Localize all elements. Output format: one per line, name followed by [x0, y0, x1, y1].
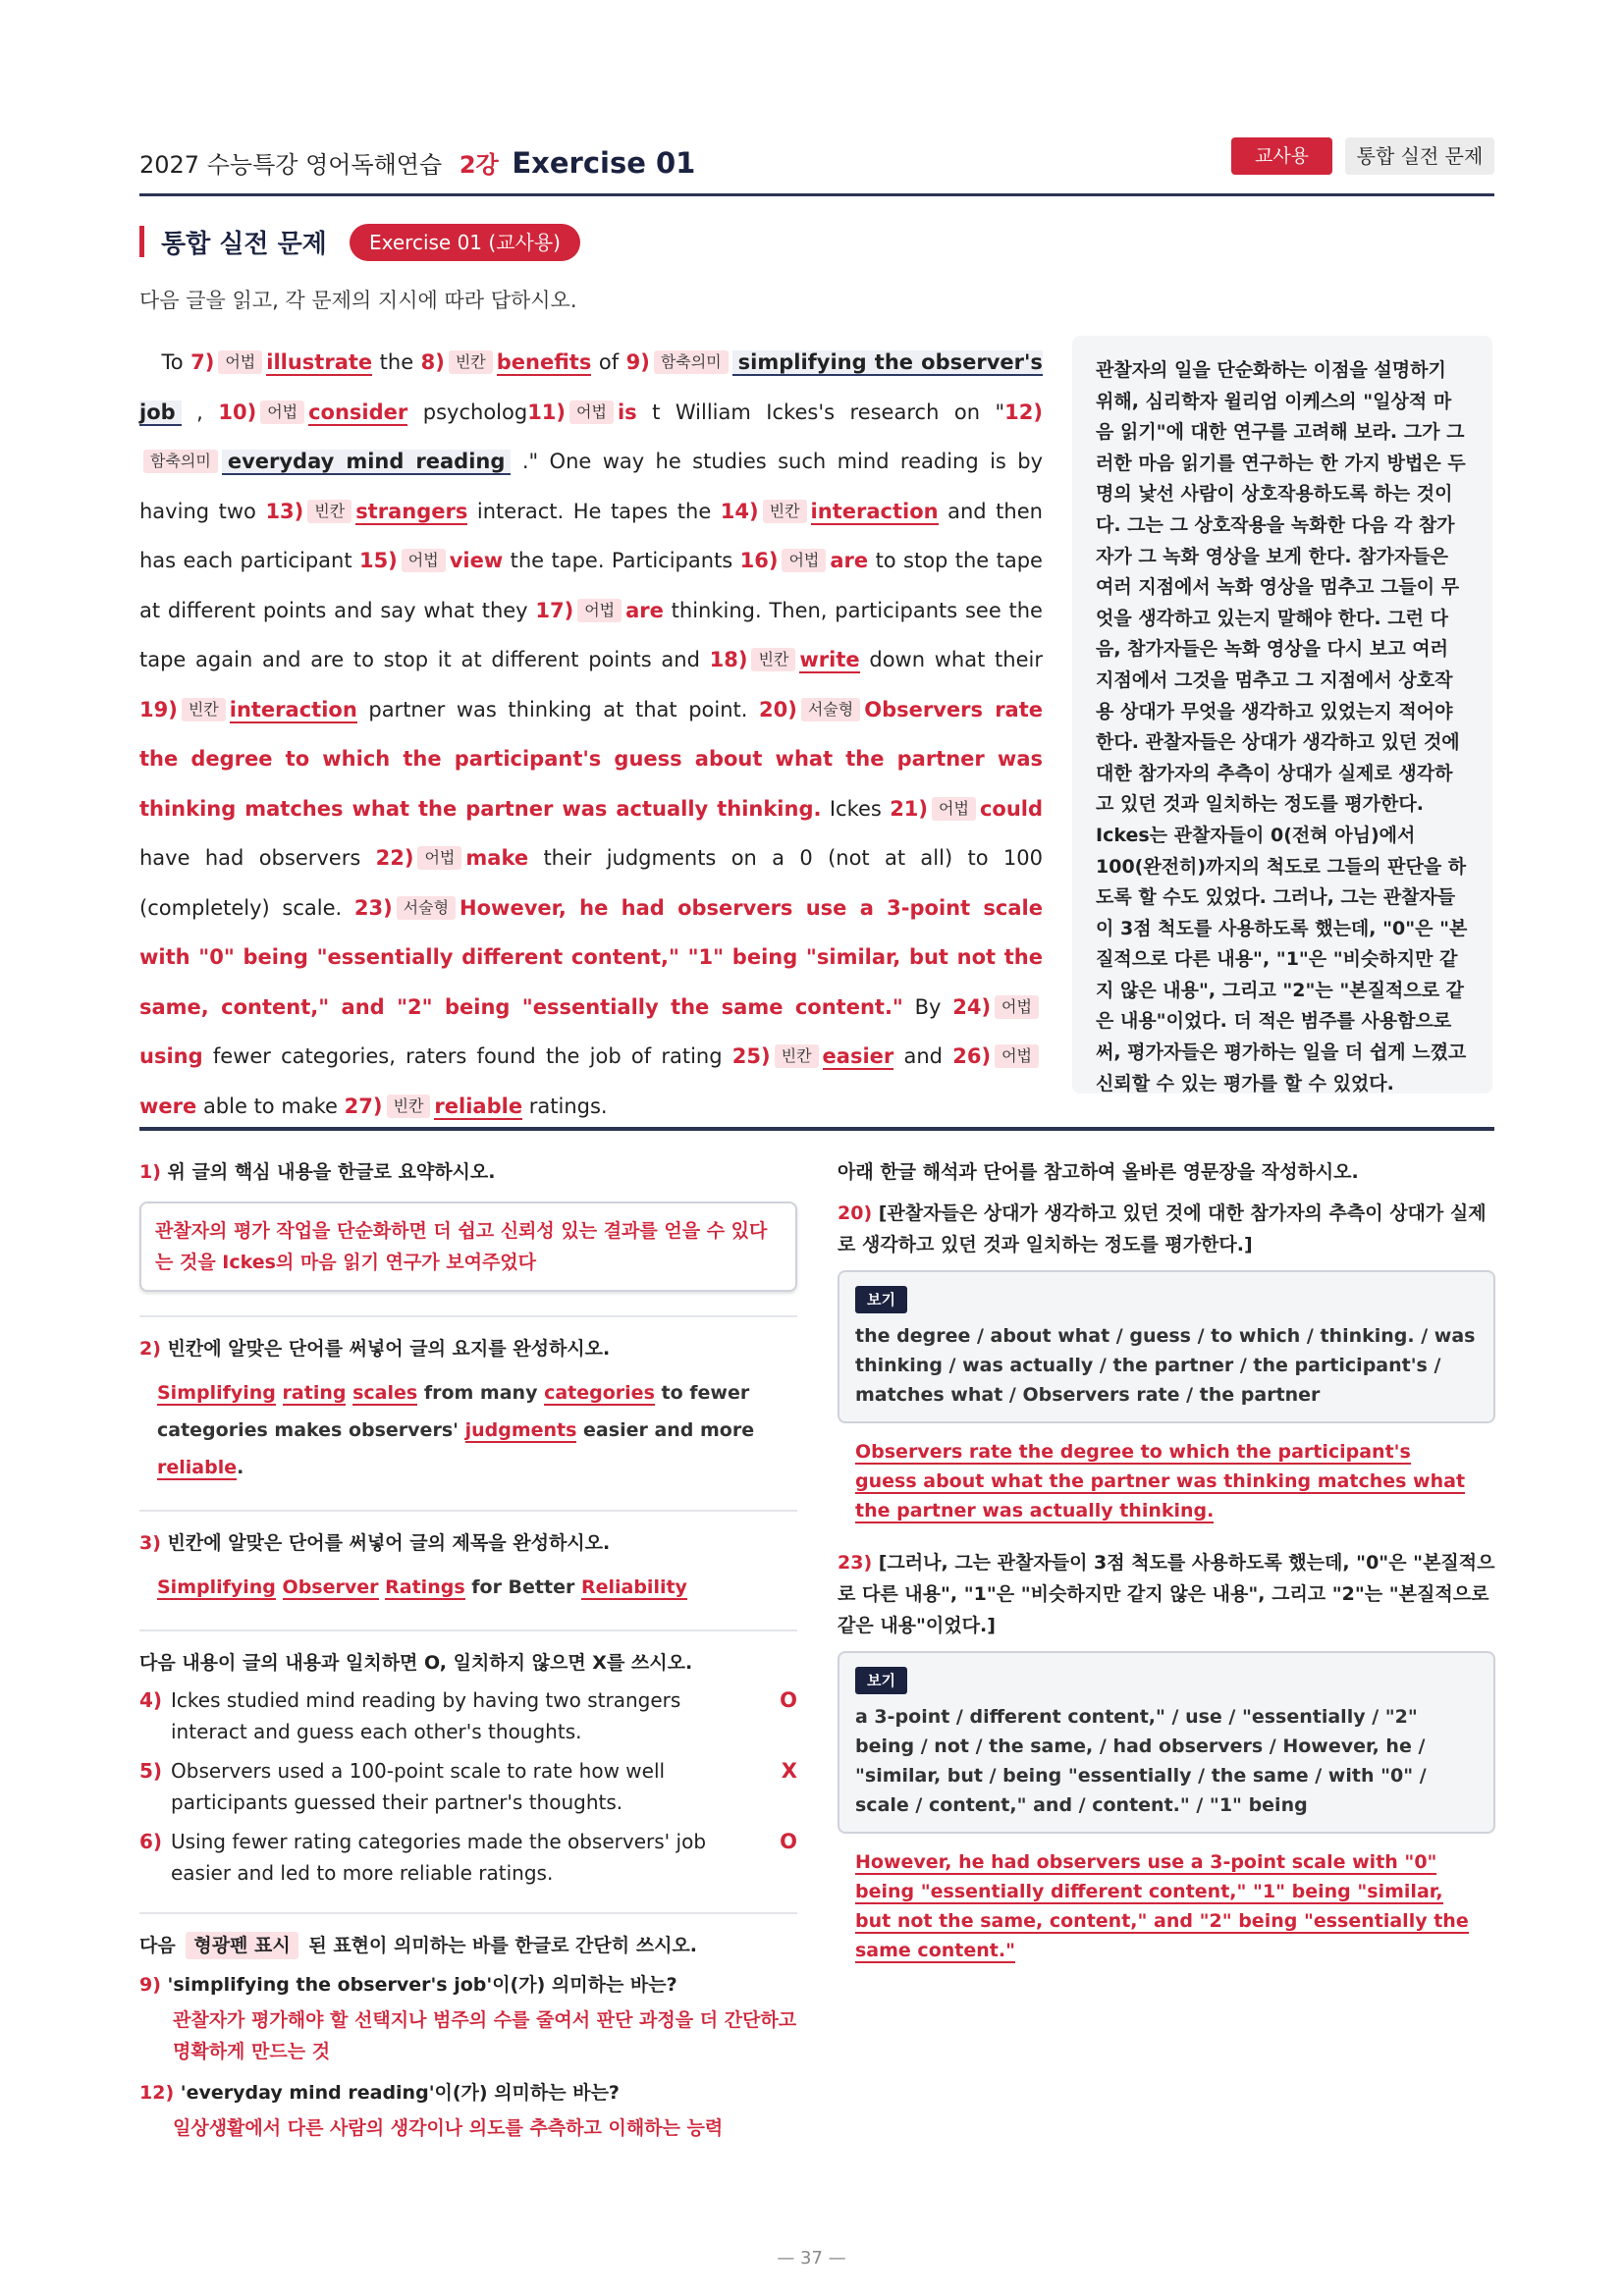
fill-word: Observer [282, 1576, 379, 1598]
tf-mark: O [780, 1688, 797, 1712]
question-number: 12) [139, 2082, 175, 2104]
title-answer [157, 1569, 797, 1606]
item-number: 23) [353, 895, 393, 920]
item-tag: 서술형 [801, 698, 860, 721]
tf-prompt: 다음 내용이 글의 내용과 일치하면 O, 일치하지 않으면 X를 쓰시오. [139, 1652, 693, 1674]
question-number: 5) [139, 1759, 163, 1783]
answer-word: make [465, 846, 529, 870]
passage-text: To [161, 350, 184, 374]
fill-word: Reliability [580, 1576, 687, 1598]
item-number: 9) [625, 350, 650, 374]
question-3 [139, 1529, 797, 1557]
meaning-prompt [139, 1932, 797, 1959]
passage-text: ." One way he studies such mind reading is by having two [139, 450, 1043, 523]
item-tag: 어법 [260, 400, 304, 424]
answer-blank: easier [822, 1044, 894, 1068]
passage-text: fewer categories, raters found the job of rating [212, 1044, 723, 1068]
tf-text: Observers used a 100-point scale to rate how well participants guessed their partner's thoughts. [171, 1759, 666, 1814]
writing-prompt: 아래 한글 해석과 단어를 참고하여 올바른 영문장을 작성하시오. [838, 1161, 1359, 1183]
item-tag: 어법 [569, 400, 614, 424]
fill-text: for Better [471, 1576, 575, 1598]
highlight-pill: 형광펜 표시 [186, 1932, 298, 1959]
fill-word: scales [352, 1382, 418, 1404]
passage-text: ratings. [528, 1094, 608, 1118]
divider [139, 1510, 797, 1512]
highlighted-expression: simplifying the observer's job [139, 350, 1043, 424]
question-prompt: 위 글의 핵심 내용을 한글로 요약하시오. [167, 1161, 496, 1183]
item-number: 20) [759, 697, 797, 721]
tf-text: Using fewer rating categories made the observers' job easier and led to more reliable ratings. [171, 1830, 707, 1885]
exercise-pill: Exercise 01 (교사용) [350, 224, 580, 261]
tf-item [139, 1826, 797, 1889]
item-tag: 어법 [932, 797, 976, 821]
passage-text: , [196, 400, 203, 424]
passage-text: Ickes [829, 796, 882, 821]
fill-word: Simplifying [157, 1382, 276, 1404]
writing-answer [855, 1847, 1476, 1965]
item-number: 22) [375, 846, 414, 870]
item-tag: 빈칸 [387, 1095, 431, 1118]
question-number: 9) [139, 1974, 161, 1996]
divider [139, 1629, 797, 1631]
fill-word: Simplifying [157, 1576, 276, 1598]
passage-text: to stop the tape at different points and say what they [139, 549, 1043, 622]
passage-text: thinking. Then, participants see the tape again and are to stop it at different points and [139, 598, 1043, 671]
question-number: 4) [139, 1688, 163, 1712]
item-number: 10) [218, 400, 257, 424]
answer-sentence: However, he had observers use a 3-point scale with "0" being "essentially different content," "1" being "similar, but not the same, content," and "2" being "essentially the same content." [139, 895, 1043, 1019]
highlighted-expression: everyday mind reading [222, 450, 512, 475]
question-prompt: 빈칸에 알맞은 단어를 써넣어 글의 요지를 완성하시오. [167, 1338, 611, 1360]
fill-text: to fewer categories makes observers' [157, 1382, 750, 1441]
section-title: 통합 실전 문제 [161, 230, 327, 259]
item-tag: 빈칸 [751, 648, 795, 671]
item-number: 16) [739, 549, 779, 572]
item-tag: 어법 [995, 1044, 1039, 1068]
answer-sentence: Observers rate the degree to which the participant's guess about what the partner was thinking matches what the partner was actually thinking. [139, 697, 1044, 821]
item-number: 15) [358, 549, 398, 572]
item-tag: 어법 [782, 549, 826, 572]
passage-text: down what their [869, 648, 1043, 671]
answer-word: could [979, 796, 1043, 821]
fill-text: from many [423, 1382, 538, 1404]
item-tag: 함축의미 [143, 450, 218, 473]
fill-word: categories [544, 1382, 655, 1404]
answer-word: are [830, 549, 869, 572]
item-number: 14) [720, 499, 759, 523]
passage-text: the tape. Participants [510, 549, 733, 572]
item-tag: 어법 [218, 350, 262, 374]
book-title: 2027 수능특강 영어독해연습 [139, 151, 443, 179]
item-tag: 빈칸 [307, 500, 352, 523]
item-tag: 함축의미 [654, 350, 729, 374]
word-bank [838, 1270, 1495, 1423]
writing-answer-text: However, he had observers use a 3-point scale with "0" being "essentially different content," "1" being "similar, but not the same, content," and "2" being "essentially the same content." [855, 1851, 1469, 1961]
item-number: 25) [731, 1044, 771, 1068]
question-number: 20) [838, 1202, 873, 1224]
item-tag: 어법 [577, 599, 622, 622]
word-bank-words: the degree / about what / guess / to which / thinking. / was thinking / was actually / the partner / the participant's / matches what / Observers rate / the partner [855, 1325, 1476, 1406]
question-number: 23) [838, 1552, 873, 1574]
passage-text: the [379, 350, 414, 374]
page-header [139, 137, 1494, 196]
prompt-text: 다음 [139, 1935, 176, 1956]
section-bar [139, 226, 144, 257]
page-number: — 37 — [777, 2248, 846, 2269]
word-bank-label: 보기 [855, 1667, 907, 1694]
question-number: 2) [139, 1338, 161, 1360]
passage-text: partner was thinking at that point. [368, 697, 748, 721]
item-number: 26) [952, 1044, 992, 1068]
passage-text: interact. He tapes the [476, 499, 712, 523]
section-divider [139, 1127, 1494, 1131]
meaning-answer: 관찰자가 평가해야 할 선택지나 범주의 수를 줄여서 판단 과정을 더 간단하고 명확하게 만드는 것 [173, 2009, 797, 2062]
instruction: 다음 글을 읽고, 각 문제의 지시에 따라 답하시오. [139, 289, 577, 312]
tf-text: Ickes studied mind reading by having two strangers interact and guess each other's thoughts. [171, 1688, 681, 1743]
passage-text: of [598, 350, 620, 374]
gist-answer [157, 1374, 797, 1486]
answer-word: were [139, 1094, 197, 1118]
meaning-question [139, 2079, 797, 2107]
fill-word: Ratings [385, 1576, 465, 1598]
meaning-question [139, 1971, 797, 1999]
item-number: 18) [709, 648, 748, 671]
question-number: 3) [139, 1532, 161, 1554]
lesson-label: 2강 [459, 151, 499, 179]
korean-sentence: [관찰자들은 상대가 생각하고 있던 것에 대한 참가자의 추측이 상대가 실제로 생각하고 있던 것과 일치하는 정도를 평가한다.] [838, 1202, 1487, 1255]
passage-text: By [914, 994, 942, 1019]
tf-mark: O [780, 1830, 797, 1853]
answer-blank: interaction [810, 499, 939, 523]
tf-item [139, 1684, 797, 1747]
fill-text: easier and more [583, 1419, 755, 1441]
section-badge: 통합 실전 문제 [1345, 137, 1494, 175]
answer-blank: strangers [355, 499, 468, 523]
questions-right [838, 1158, 1495, 1965]
item-tag: 어법 [402, 549, 446, 572]
prompt-text: 된 표현이 의미하는 바를 한글로 간단히 쓰시오. [308, 1935, 697, 1956]
item-tag: 빈칸 [449, 350, 493, 374]
word-bank [838, 1651, 1495, 1834]
item-number: 24) [952, 994, 992, 1019]
answer-word: using [139, 1044, 203, 1068]
item-number: 19) [139, 697, 178, 721]
question-2 [139, 1335, 797, 1362]
answer-blank: consider [308, 400, 408, 424]
item-number: 17) [535, 598, 574, 622]
item-number: 21) [890, 796, 929, 821]
divider [139, 1912, 797, 1914]
word-bank-words: a 3-point / different content," / use / "essentially / "2" being / not / the same, / had observers / However, he / "similar, but / being "essentially / the same / with "0" / scale / content," and / content." / "1" being [855, 1706, 1427, 1816]
questions-left [139, 1158, 797, 2144]
question-1 [139, 1158, 797, 1186]
answer-word: is [617, 400, 637, 424]
meaning-question-text: 'everyday mind reading'이(가) 의미하는 바는? [180, 2082, 620, 2104]
question-prompt: 빈칸에 알맞은 단어를 써넣어 글의 제목을 완성하시오. [167, 1532, 611, 1554]
summary-answer: 관찰자의 평가 작업을 단순화하면 더 쉽고 신뢰성 있는 결과를 얻을 수 있다는 것을 Ickes의 마음 읽기 연구가 보여주었다 [139, 1201, 797, 1292]
item-tag: 빈칸 [763, 500, 807, 523]
exercise-label: Exercise 01 [512, 146, 696, 180]
answer-blank: benefits [496, 350, 592, 374]
tf-item [139, 1755, 797, 1818]
passage-text: psycholog [422, 400, 528, 424]
item-tag: 빈칸 [182, 698, 226, 721]
fill-word: rating [282, 1382, 347, 1404]
passage-text: have had observers [139, 846, 361, 870]
item-number: 7) [190, 350, 215, 374]
tf-mark: X [781, 1759, 797, 1783]
writing-question [838, 1547, 1495, 1641]
item-tag: 서술형 [397, 896, 456, 920]
item-tag: 빈칸 [775, 1044, 819, 1068]
fill-word: reliable [157, 1457, 238, 1478]
writing-question [838, 1198, 1495, 1260]
fill-text: . [237, 1457, 244, 1478]
header-title [139, 145, 695, 180]
question-number: 6) [139, 1830, 163, 1853]
passage [139, 338, 1043, 1131]
answer-word: are [625, 598, 664, 622]
answer-blank: illustrate [266, 350, 373, 374]
item-number: 8) [420, 350, 445, 374]
answer-word: view [449, 549, 504, 572]
item-number: 27) [344, 1094, 383, 1118]
item-number: 12) [1004, 400, 1043, 424]
question-number: 1) [139, 1161, 161, 1183]
word-bank-label: 보기 [855, 1286, 907, 1313]
passage-text: and [903, 1044, 944, 1068]
item-number: 13) [265, 499, 304, 523]
answer-blank: write [799, 648, 860, 671]
passage-text: their judgments on a 0 (not at all) to 100 (completely) scale. [139, 846, 1043, 920]
item-tag: 어법 [995, 995, 1039, 1019]
fill-word: judgments [464, 1419, 577, 1441]
korean-sentence: [그러나, 그는 관찰자들이 3점 척도를 사용하도록 했는데, "0"은 "본질적으로 다른 내용", "1"은 "비슷하지만 같지 않은 내용", 그리고 "2"는 "본질적으로 같은 내용"이었다.] [838, 1552, 1495, 1636]
answer-blank: reliable [434, 1094, 523, 1118]
translation-box: 관찰자의 일을 단순화하는 이점을 설명하기 위해, 심리학자 윌리엄 이케스의 "일상적 마음 읽기"에 대한 연구를 고려해 보라. 그가 그러한 마음 읽기를 연구하는 한 가지 방법은 두 명의 낯선 사람이 상호작용하도록 하는 것이다. 그는 그 상호작용을 녹화한 다음 각 참가자가 그 녹화 영상을 보게 한다. 참가자들은 여러 지점에서 녹화 영상을 멈추고 그들이 무엇을 생각하고 있는지 말해야 한다. 그런 다음, 참가자들은 녹화 영상을 다시 보고 여러 지점에서 그것을 멈추고 그 지점에서 상호작용 상대가 무엇을 생각하고 있었는지 적어야 한다. 관찰자들은 상대가 생각하고 있던 것에 대한 참가자의 추측이 상대가 실제로 생각하고 있던 것과 일치하는 정도를 평가한다. Ickes는 관찰자들이 0(전혀 아님)에서 100(완전히)까지의 척도로 그들의 판단을 하도록 할 수도 있었다. 그러나, 그는 관찰자들이 3점 척도를 사용하도록 했는데, "0"은 "본질적으로 다른 내용", "1"은 "비슷하지만 같지 않은 내용", 그리고 "2"는 "본질적으로 같은 내용"이었다. 더 적은 범주를 사용함으로써, 평가자들은 평가하는 일을 더 쉽게 느꼈고 신뢰할 수 있는 평가를 할 수 있었다. [1072, 336, 1492, 1094]
meaning-question-text: 'simplifying the observer's job'이(가) 의미하는 바는? [167, 1974, 677, 1996]
passage-text: able to make [202, 1094, 338, 1118]
passage-text: t William Ickes's research on " [652, 400, 1005, 424]
meaning-answer: 일상생활에서 다른 사람의 생각이나 의도를 추측하고 이해하는 능력 [173, 2117, 724, 2139]
item-number: 11) [527, 400, 567, 424]
writing-answer [855, 1437, 1476, 1525]
writing-answer-text: Observers rate the degree to which the participant's guess about what the partner was thinking matches what the partner was actually thinking. [855, 1441, 1466, 1522]
item-tag: 어법 [417, 846, 461, 870]
answer-blank: interaction [229, 697, 357, 721]
teacher-badge: 교사용 [1231, 137, 1332, 175]
passage-text: and then has each participant [139, 499, 1043, 572]
divider [139, 1315, 797, 1317]
